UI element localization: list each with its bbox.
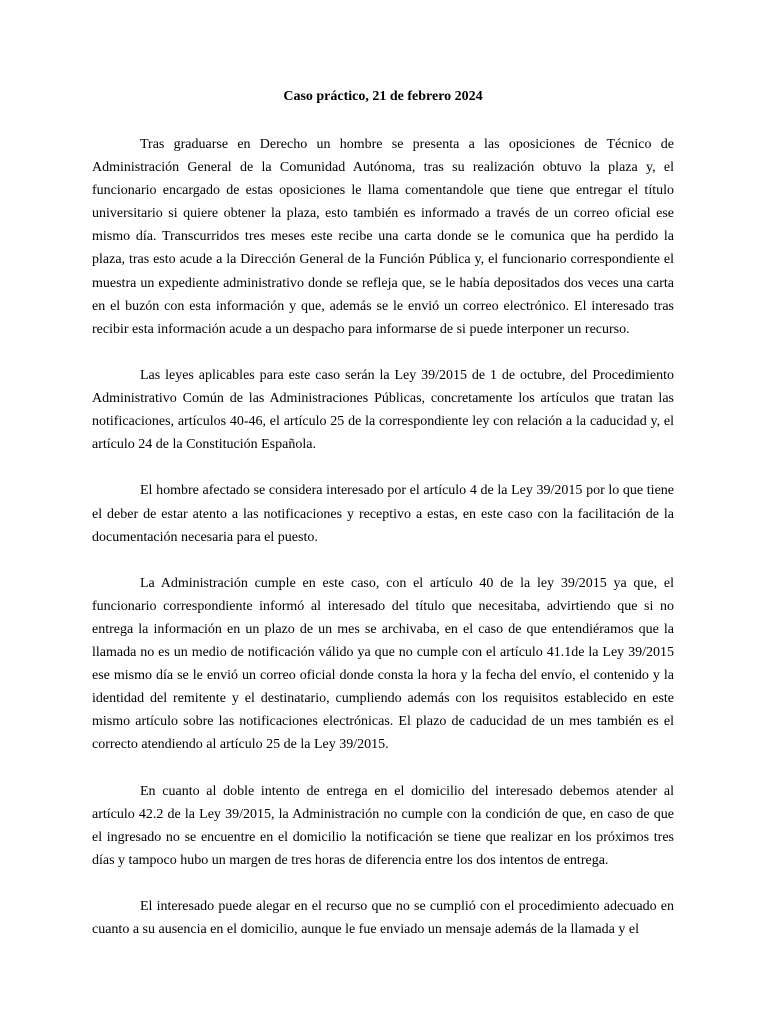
paragraph-appeal-arguments: El interesado puede alegar en el recurso que no se cumplió con el procedimiento adecuado en cuanto a su ausencia en el domicilio, aunque le fue enviado un mensaje además de la llamada y el — [92, 899, 674, 938]
paragraph-delivery-attempts: En cuanto al doble intento de entrega en el domicilio del interesado debemos atender al artículo 42.2 de la Ley 39/2015, la Administración no cumple con la condición de que, en caso de que el ingresado no se encuentre en el domicilio la notificación se tiene que realizar en los próximos tres días y tampoco hubo un margen de tres horas de diferencia entre los dos intentos de entrega. — [92, 783, 674, 868]
document-title: Caso práctico, 21 de febrero 2024 — [283, 89, 483, 104]
paragraph-applicable-laws: Las leyes aplicables para este caso serán la Ley 39/2015 de 1 de octubre, del Procedimiento Administrativo Común de las Administraciones Públicas, concretamente los artículos que tratan las notificaciones, artículos 40-46, el artículo 25 de la correspondiente ley con relación a la caducidad y, el artículo 24 de la Constitución Española. — [92, 367, 674, 453]
document-body — [92, 87, 674, 964]
paragraph-case-facts: Tras graduarse en Derecho un hombre se presenta a las oposiciones de Técnico de Administración General de la Comunidad Autónoma, tras su realización obtuvo la plaza y, el funcionario encargado de estas oposiciones le llama comentandole que tiene que entregar el título universitario si quiere obtener la plaza, esto también es informado a través de un correo oficial ese mismo día. Transcurridos tres meses este recibe una carta donde se le comunica que ha perdido la plaza, tras esto acude a la Dirección General de la Función Pública y, el funcionario correspondiente el muestra un expediente administrativo donde se refleja que, se le había depositados dos veces una carta en el buzón con esta información y que, además se le envió un correo electrónico. El interesado tras recibir esta información acude a un despacho para informarse de si puede interponer un recurso. — [92, 137, 674, 337]
paragraph-administration-compliance: La Administración cumple en este caso, con el artículo 40 de la ley 39/2015 ya que, el funcionario correspondiente informó al interesado del título que necesitaba, advirtiendo que si no entrega la información en un plazo de un mes se archivaba, en el caso de que entendiéramos que la llamada no es un medio de notificación válido ya que no cumple con el artículo 41.1de la Ley 39/2015 ese mismo día se le envió un correo oficial donde consta la hora y la fecha del envío, el contenido y la identidad del remitente y el destinatario, cumpliendo además con los requisitos establecido en este mismo artículo sobre las notificaciones electrónicas. El plazo de caducidad de un mes también es el correcto atendiendo al artículo 25 de la Ley 39/2015. — [92, 575, 674, 753]
paragraph-interested-party: El hombre afectado se considera interesado por el artículo 4 de la Ley 39/2015 por lo que tiene el deber de estar atento a las notificaciones y receptivo a estas, en este caso con la facilitación de la documentación necesaria para el puesto. — [92, 483, 674, 545]
